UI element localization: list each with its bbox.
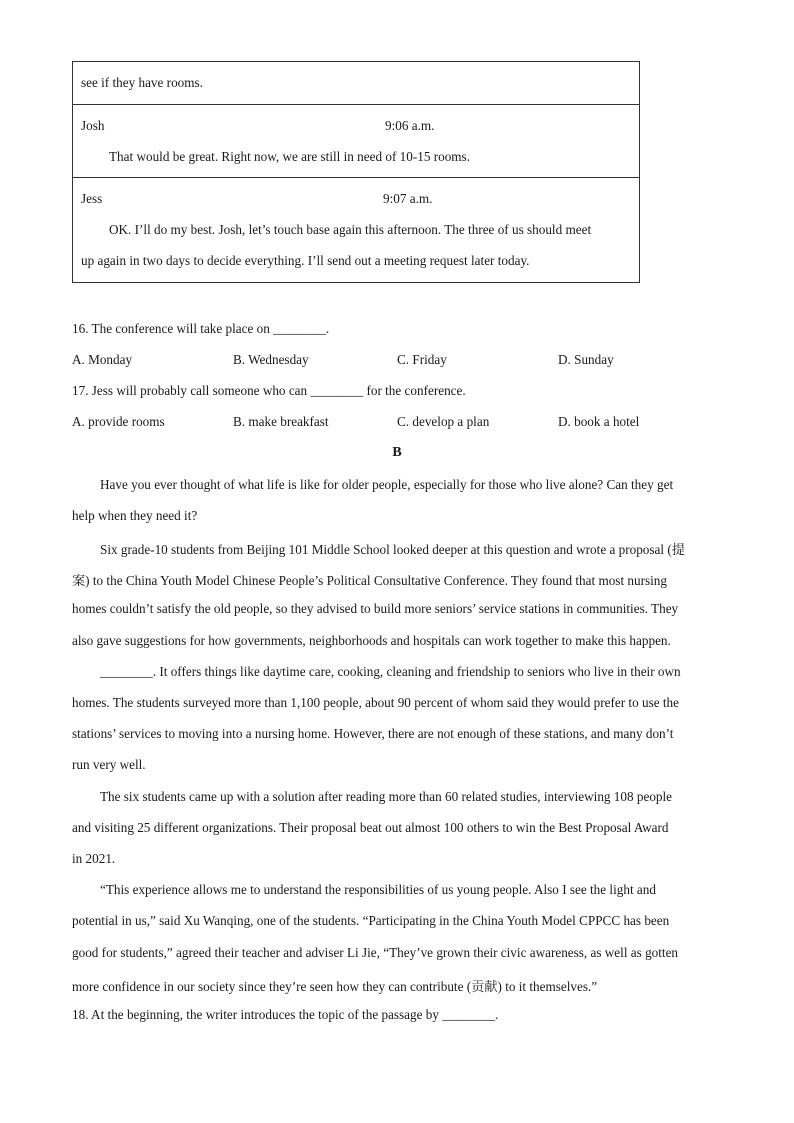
option-a: A. Monday <box>72 352 133 367</box>
option-c: C. develop a plan <box>397 414 490 429</box>
continuation-text: see if they have rooms. <box>81 75 203 90</box>
passage-line: Have you ever thought of what life is like for older people, especially for those who live alone? Can they get <box>100 477 674 492</box>
passage-line: “This experience allows me to understand the responsibilities of us young people. Also I see the light and <box>100 882 656 897</box>
passage-line: Six grade-10 students from Beijing 101 Middle School looked deeper at this question and wrote a proposal (提 <box>100 542 685 557</box>
option-d: D. Sunday <box>558 352 614 367</box>
message-time: 9:07 a.m. <box>383 191 433 206</box>
dialogue-row-jess <box>73 177 639 282</box>
speaker-name: Josh <box>81 118 105 133</box>
option-c: C. Friday <box>397 352 447 367</box>
option-b: B. make breakfast <box>233 414 329 429</box>
passage-line: in 2021. <box>72 851 116 866</box>
dialogue-table <box>72 61 640 283</box>
speaker-name: Jess <box>81 191 103 206</box>
message-time: 9:06 a.m. <box>385 118 435 133</box>
message-text: OK. I’ll do my best. Josh, let’s touch base again this afternoon. The three of us should meet <box>109 222 592 237</box>
dialogue-row-josh <box>73 104 639 177</box>
passage-line: help when they need it? <box>72 508 198 523</box>
passage-line: and visiting 25 different organizations. Their proposal beat out almost 100 others to win the Best Proposal Award <box>72 820 669 835</box>
dialogue-row-continuation <box>73 62 639 104</box>
passage-line: ________. It offers things like daytime care, cooking, cleaning and friendship to seniors who live in their own <box>100 664 681 679</box>
passage-line: 案) to the China Youth Model Chinese People’s Political Consultative Conference. They found that most nursing <box>72 573 667 588</box>
passage-line: potential in us,” said Xu Wanqing, one of the students. “Participating in the China Youth Model CPPCC has been <box>72 913 670 928</box>
section-heading: B <box>392 445 402 460</box>
passage-line: run very well. <box>72 757 146 772</box>
passage-line: stations’ services to moving into a nursing home. However, there are not enough of these stations, and many don’t <box>72 726 674 741</box>
passage-line: more confidence in our society since they’re seen how they can contribute (贡献) to it themselves.” <box>72 979 598 994</box>
message-text: That would be great. Right now, we are still in need of 10-15 rooms. <box>109 149 470 164</box>
option-b: B. Wednesday <box>233 352 309 367</box>
question-18-stem: 18. At the beginning, the writer introduces the topic of the passage by ________. <box>72 1007 499 1022</box>
passage-line: The six students came up with a solution after reading more than 60 related studies, interviewing 108 people <box>100 789 673 804</box>
passage-line: homes couldn’t satisfy the old people, so they advised to build more seniors’ service stations in communities. They <box>72 601 679 616</box>
passage-line: also gave suggestions for how governments, neighborhoods and hospitals can work together to make this happen. <box>72 633 671 648</box>
option-a: A. provide rooms <box>72 414 165 429</box>
question-stem: 17. Jess will probably call someone who can ________ for the conference. <box>72 383 466 398</box>
passage-line: good for students,” agreed their teacher and adviser Li Jie, “They’ve grown their civic awareness, as well as gotten <box>72 945 679 960</box>
option-d: D. book a hotel <box>558 414 640 429</box>
question-stem: 16. The conference will take place on ________. <box>72 321 330 336</box>
message-text: up again in two days to decide everything. I’ll send out a meeting request later today. <box>81 253 530 268</box>
passage-line: homes. The students surveyed more than 1,100 people, about 90 percent of whom said they would prefer to use the <box>72 695 679 710</box>
